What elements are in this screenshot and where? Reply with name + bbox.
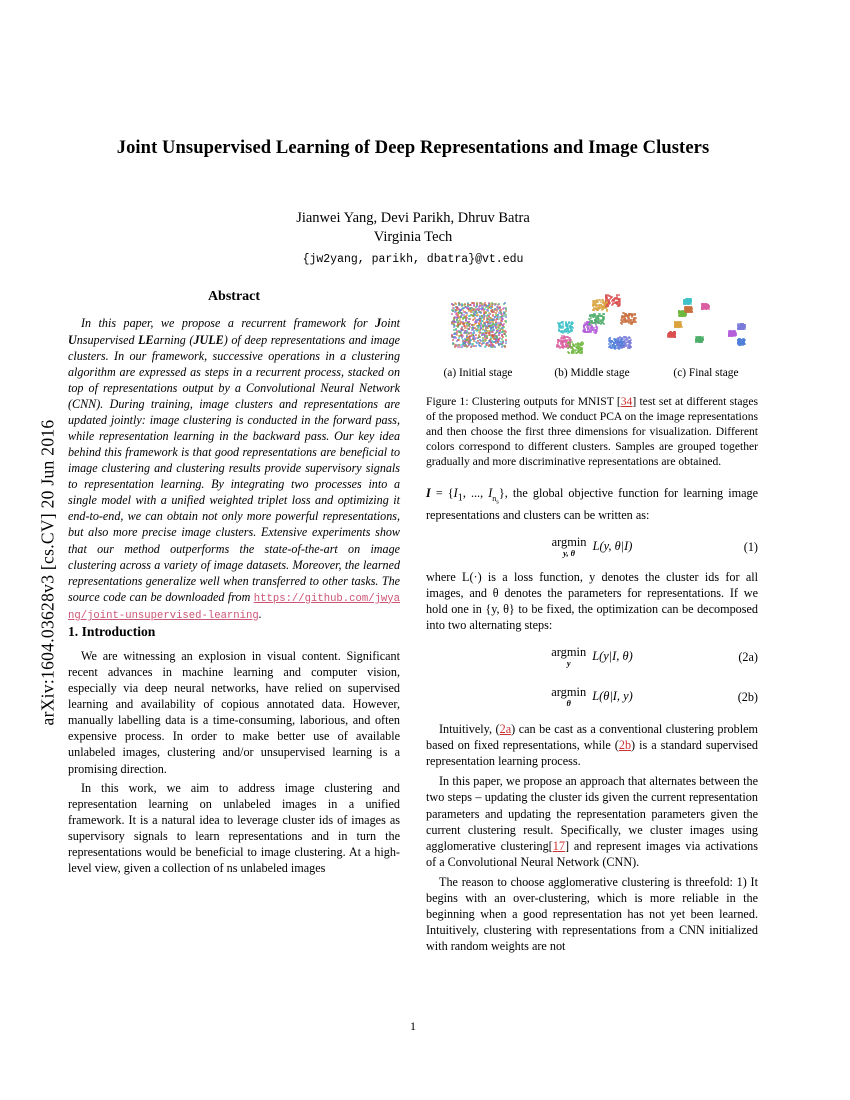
- equation-2a-number: (2a): [738, 650, 758, 665]
- figure-1-subcaption-b: (b) Middle stage: [554, 367, 630, 379]
- figure-1-panel-c: [654, 288, 758, 381]
- equation-2b-body: L(θ|I, y): [592, 689, 633, 704]
- paragraph: [426, 773, 758, 870]
- equation-2b-number: (2b): [737, 690, 758, 705]
- author-email: {jw2yang, parikh, dbatra}@vt.edu: [302, 253, 524, 267]
- figure-1-subcaption-a: (a) Initial stage: [443, 367, 513, 379]
- figure-1-caption: [426, 394, 758, 469]
- left-column: [68, 288, 400, 876]
- abstract-text-4: arning (: [153, 332, 194, 347]
- equation-2a-argmin: [551, 646, 586, 668]
- figure-1-images: [426, 288, 758, 381]
- abstract-bold-u: U: [68, 332, 77, 347]
- equation-2b-argmin: [551, 686, 586, 708]
- figure-1-panel-b: [540, 288, 644, 381]
- abstract-bold-jule: JULE: [193, 332, 224, 347]
- para-text: ) can be cast as a conventional clustering problem based on fixed representations, while (: [426, 722, 758, 753]
- page-title: Joint Unsupervised Learning of Deep Representations and Image Clusters: [116, 138, 710, 158]
- para-text: Intuitively, (: [439, 722, 500, 737]
- introduction-body: [68, 648, 400, 876]
- figure-1-panel-a: [426, 288, 530, 381]
- abstract-text-1: In this paper, we propose a recurrent framework for: [81, 316, 376, 331]
- para-text: ) is a standard supervised representation learning process.: [426, 738, 758, 769]
- paragraph-objective-intro: $I = \{I_1$, ..., $I_{n_s}$}, the global objective function for learning image representations and clusters can be written as:: [426, 486, 758, 523]
- abstract-body: [68, 315, 400, 622]
- equation-1-argmin: [552, 536, 587, 558]
- paragraph: [426, 721, 758, 769]
- equation-1-body: L(y, θ|I): [592, 539, 633, 554]
- citation-link-34[interactable]: 34: [620, 395, 633, 409]
- argmin-subscript: y: [566, 658, 571, 668]
- math-Ins: I: [488, 486, 493, 501]
- abstract-heading: Abstract: [207, 289, 261, 304]
- para-text: ] and represent images via activations of a Convolutional Neural Network (CNN).: [426, 838, 759, 869]
- math-I1: I: [453, 486, 458, 501]
- equation-2b: [426, 686, 758, 708]
- argmin-label: argmin: [551, 645, 587, 660]
- abstract-bold-le: LE: [138, 332, 154, 347]
- paragraph: In this work, we aim to address image clustering and representation learning on unlabeled images in a unified framework. It is a natural idea to leverage cluster ids of images as supervisory signals to learn representations and in turn the representations would be beneficial to image clustering. At a high-level view, given a collection of ns unlabeled images: [68, 780, 400, 876]
- abstract-bold-j: J: [375, 316, 382, 331]
- section-heading-introduction: 1. Introduction: [68, 623, 156, 639]
- abstract-text-3: nsupervised: [76, 332, 139, 347]
- argmin-subscript: y, θ: [563, 548, 576, 558]
- authors: Jianwei Yang, Devi Parikh, Dhruv Batra: [296, 210, 530, 226]
- argmin-label: argmin: [551, 535, 587, 550]
- page-number: 1: [410, 1019, 416, 1033]
- abstract-text-5: ) of deep representations and image clusters. In our framework, successive operations in a clustering algorithm are expressed as steps in a recurrent process, stacked on top of representations output by a Convolutional Neural Network (CNN). During training, image clusters and representations are updated jointly: image clustering is conducted in the forward pass, while representation learning in the backward pass. Our key idea behind this framework is that good representations are beneficial to image clustering and clustering results provide supervisory signals to representation learning. By integrating two processes into a single model with a unified weighted triplet loss and optimizing it end-to-end, we can obtain not only more powerful representations, but also more precise image clusters. Extensive experiments show that our method outperforms the state-of-the-art on image clustering across a variety of image datasets. Moreover, the learned representations generalize well when transferred to other tasks. The source code can be downloaded from: [68, 332, 400, 604]
- math-I: I: [426, 486, 431, 501]
- argmin-subscript: θ: [566, 698, 571, 708]
- equation-1-number: (1): [743, 540, 758, 555]
- figure-1-subcaption-c: (c) Final stage: [673, 367, 739, 379]
- affiliation: Virginia Tech: [373, 229, 453, 246]
- equation-ref-2a[interactable]: 2a: [499, 722, 512, 737]
- arxiv-stamp: arXiv:1604.03628v3 [cs.CV] 20 Jun 2016: [37, 419, 58, 726]
- argmin-label: argmin: [551, 685, 587, 700]
- equation-2a-body: L(y|I, θ): [592, 649, 633, 664]
- abstract-text-6: .: [258, 606, 262, 621]
- scatter-plot-initial-stage: [426, 288, 530, 360]
- equation-2a: [426, 646, 758, 668]
- source-code-link[interactable]: https://github.com/jwyang/joint-unsupervised-learning: [68, 592, 400, 622]
- right-column: [426, 288, 758, 954]
- para-text: In this paper, we propose an approach that alternates between the two steps – updating the cluster ids given the current representation parameters and updating the representation parameters given the current clustering result. Specifically, we cluster images using agglomerative clustering[: [426, 774, 758, 853]
- figure-caption-text-2: ] test set at different stages of the proposed method. We conduct PCA on the image representations and then choose the first three dimensions for visualization. Different colors correspond to different clusters. Samples are grouped together gradually and more discriminative representations are obtained.: [426, 395, 758, 469]
- paragraph: We are witnessing an explosion in visual content. Significant recent advances in machine learning and computer vision, especially via deep neural networks, have relied on supervised learning and availability of copious annotated data. However, manually labelling data is a time-consuming, laborious, and often expensive process. In order to make better use of available unlabeled images, clustering and/or unsupervised learning is a promising direction.: [68, 648, 400, 776]
- equation-1: [426, 536, 758, 558]
- abstract-text-2: oint: [381, 316, 400, 331]
- figure-caption-text-1: Figure 1: Clustering outputs for MNIST [: [426, 395, 621, 409]
- objective-intro-text: , the global objective function for learning image representations and clusters can be written as:: [426, 486, 758, 523]
- paper-content: [68, 0, 759, 1033]
- scatter-plot-final-stage: [654, 288, 758, 360]
- paragraph: The reason to choose agglomerative clustering is threefold: 1) It begins with an over-clustering, which is more reliable in the beginning when a good representation has not yet been learned. Intuitively, clustering with representations from a CNN initialized with random weights are not: [426, 874, 758, 954]
- citation-link-17[interactable]: 17: [552, 838, 565, 853]
- paragraph-after-eq1: where L(·) is a loss function, y denotes the cluster ids for all images, and θ denotes the parameters for representations. If we hold one in {y, θ} to be fixed, the optimization can be decomposed into two alternating steps:: [426, 570, 758, 633]
- figure-1: [426, 288, 758, 469]
- scatter-plot-middle-stage: [540, 288, 644, 360]
- equation-ref-2b[interactable]: 2b: [618, 738, 632, 753]
